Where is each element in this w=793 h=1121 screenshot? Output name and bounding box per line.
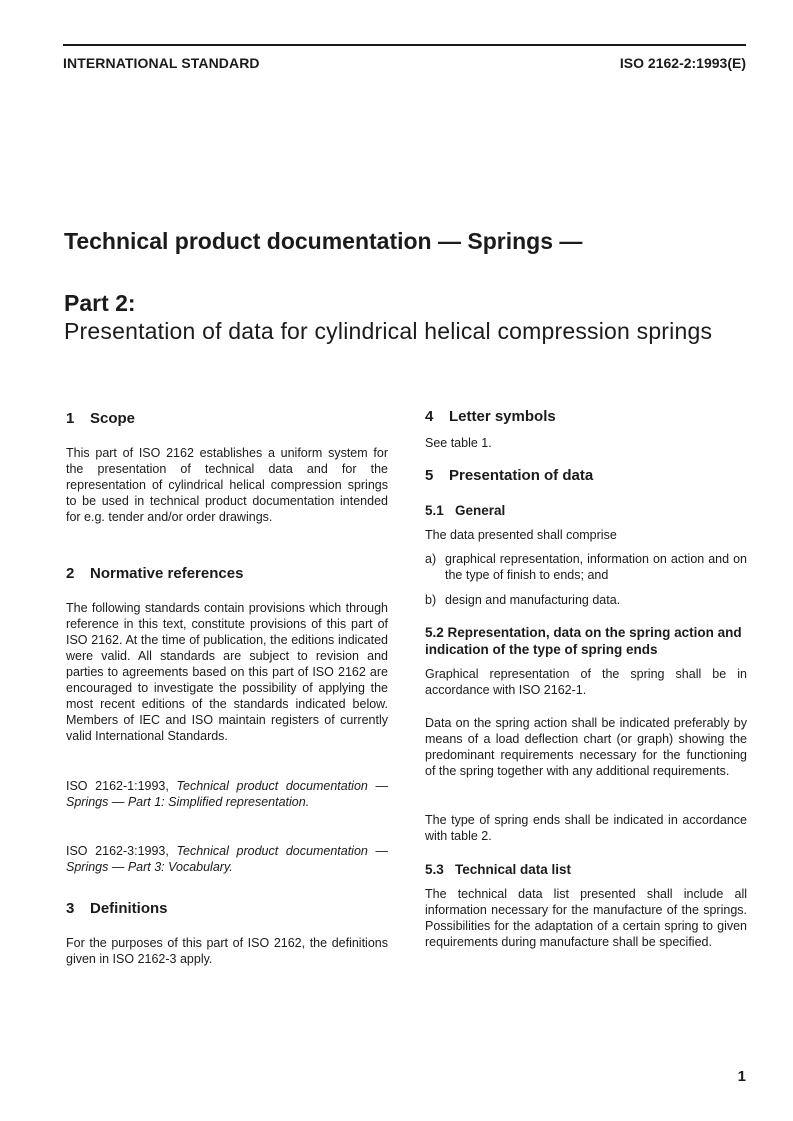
list-item-text: design and manufacturing data. xyxy=(445,593,621,607)
section-5-heading xyxy=(425,467,593,484)
normative-references-text: The following standards contain provisions which through reference in this text, constitute provisions of this part of ISO 2162. At the time of publication, the editions indicated were valid. All standards are subject to revision and parties to agreements based on this part of ISO 2162 are encouraged to investigate the possibility of applying the most recent editions of the standards indicated below. Members of IEC and ISO maintain registers of currently valid International Standards. xyxy=(66,601,388,743)
section-title: Definitions xyxy=(90,900,168,917)
reference-code: ISO 2162-3:1993, xyxy=(66,844,169,858)
document-title: Technical product documentation — Springs — xyxy=(64,228,583,254)
list-item-b xyxy=(425,592,747,608)
section-3-heading xyxy=(66,900,168,917)
section-number: 5.2 xyxy=(425,625,444,640)
section-title: Letter symbols xyxy=(449,408,556,425)
letter-symbols-text: See table 1. xyxy=(425,436,492,450)
section-title: Technical data list xyxy=(455,862,572,877)
section-number: 5.1 xyxy=(425,503,444,518)
section-number: 3 xyxy=(66,900,75,917)
section-title: General xyxy=(455,503,506,518)
definitions-text: For the purposes of this part of ISO 2162, the definitions given in ISO 2162-3 apply. xyxy=(66,936,388,966)
section-title: Scope xyxy=(90,410,136,427)
section-5-3-heading xyxy=(425,861,571,878)
list-item-a xyxy=(425,551,747,583)
reference-title: Technical product documentation — Springs — Part 3: Vocabulary. xyxy=(66,844,388,874)
section-2-heading xyxy=(66,565,243,582)
header-rule xyxy=(63,44,746,46)
part-subtitle: Presentation of data for cylindrical helical compression springs xyxy=(64,318,713,344)
section-number: 2 xyxy=(66,565,75,582)
header-standard-type: INTERNATIONAL STANDARD xyxy=(63,55,260,71)
section-number: 1 xyxy=(66,410,75,427)
representation-paragraph-2: Data on the spring action shall be indicated preferably by means of a load deflection chart (or graph) showing the predominant requirements necessary for the functioning of the spring together with any additional requirements. xyxy=(425,716,747,778)
list-marker: a) xyxy=(425,552,437,566)
section-5-1-heading xyxy=(425,502,505,519)
reference-iso-2162-1 xyxy=(66,778,388,810)
list-marker: b) xyxy=(425,593,437,607)
representation-paragraph-3: The type of spring ends shall be indicated in accordance with table 2. xyxy=(425,813,747,843)
list-item-text: graphical representation, information on action and on the type of finish to ends; and xyxy=(445,552,747,582)
part-label: Part 2: xyxy=(64,290,136,316)
reference-code: ISO 2162-1:1993, xyxy=(66,779,169,793)
section-5-2-heading xyxy=(425,624,747,658)
scope-text: This part of ISO 2162 establishes a uniform system for the presentation of technical data and for the representation of cylindrical helical compression springs to be used in technical product documentation intended for e.g. tender and/or order drawings. xyxy=(66,446,388,524)
section-4-heading xyxy=(425,408,556,425)
general-intro-text: The data presented shall comprise xyxy=(425,528,617,542)
technical-data-list-text: The technical data list presented shall include all information necessary for the manufacture of the springs. Possibilities for the adaptation of a certain spring to given requirements during manufacture shall be specified. xyxy=(425,887,747,949)
section-title: Presentation of data xyxy=(449,467,594,484)
representation-paragraph-1: Graphical representation of the spring shall be in accordance with ISO 2162-1. xyxy=(425,667,747,697)
section-number: 5.3 xyxy=(425,862,444,877)
reference-iso-2162-3 xyxy=(66,843,388,875)
section-number: 4 xyxy=(425,408,434,425)
header-document-number: ISO 2162-2:1993(E) xyxy=(619,55,746,71)
section-number: 5 xyxy=(425,467,434,484)
section-title: Normative references xyxy=(90,565,244,582)
reference-title: Technical product documentation — Springs — Part 1: Simplified representation. xyxy=(66,779,388,809)
page-number: 1 xyxy=(737,1068,746,1085)
section-title: Representation, data on the spring action and indication of the type of spring ends xyxy=(425,625,742,657)
section-1-heading xyxy=(66,410,135,427)
